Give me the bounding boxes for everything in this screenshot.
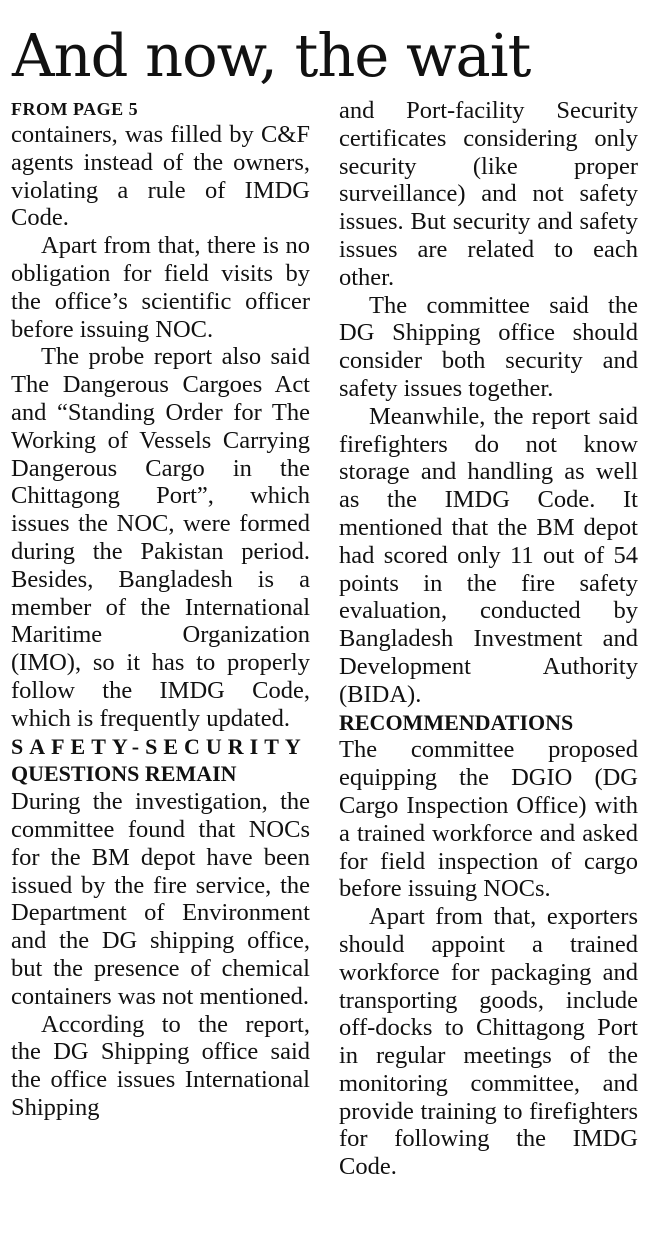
left-column: [11, 97, 310, 1122]
paragraph: The committee proposed equipping the DGIO (DG Cargo Inspection Office) with a trained workforce and asked for field inspection of cargo before issuing NOCs.: [339, 736, 638, 903]
paragraph: containers, was filled by C&F agents instead of the owners, violating a rule of IMDG Code.: [11, 121, 310, 232]
headline: And now, the wait: [12, 21, 531, 90]
paragraph: The probe report also said The Dangerous Cargoes Act and “Standing Order for The Working of Vessels Carrying Dangerous Cargo in the Chittagong Port”, which issues the NOC, were formed during the Pakistan period. Besides, Bangladesh is a member of the International Maritime Organization (IMO), so it has to properly follow the IMDG Code, which is frequently updated.: [11, 343, 310, 732]
right-column: [339, 97, 638, 1181]
paragraph: Apart from that, there is no obligation for field visits by the office’s scientific officer before issuing NOC.: [11, 232, 310, 343]
paragraph: The committee said the DG Shipping office should consider both security and safety issues together.: [339, 291, 638, 402]
subheading: RECOMMENDATIONS: [339, 709, 574, 735]
paragraph: During the investigation, the committee found that NOCs for the BM depot have been issued by the fire service, the Department of Environment and the DG shipping office, but the presence of chemical containers was not mentioned.: [11, 788, 310, 1010]
continued-from-label: FROM PAGE 5: [11, 99, 139, 119]
paragraph: Apart from that, exporters should appoint a trained workforce for packaging and transporting goods, include off-docks to Chittagong Port in regular meetings of the monitoring committee, and provide training to firefighters for following the IMDG Code.: [339, 903, 638, 1181]
subheading-line-2: QUESTIONS REMAIN: [11, 761, 237, 787]
paragraph: According to the report, the DG Shipping office said the office issues International Shipping: [11, 1010, 310, 1121]
subheading-line-1: SAFETY-SECURITY: [11, 733, 307, 759]
paragraph: and Port-facility Security certificates considering only security (like proper surveillance) and not safety issues. But security and safety issues are related to each other.: [339, 97, 638, 291]
paragraph: Meanwhile, the report said firefighters do not know storage and handling as well as the IMDG Code. It mentioned that the BM depot had scored only 11 out of 54 points in the fire safety evaluation, conducted by Bangladesh Investment and Development Authority (BIDA).: [339, 402, 638, 708]
